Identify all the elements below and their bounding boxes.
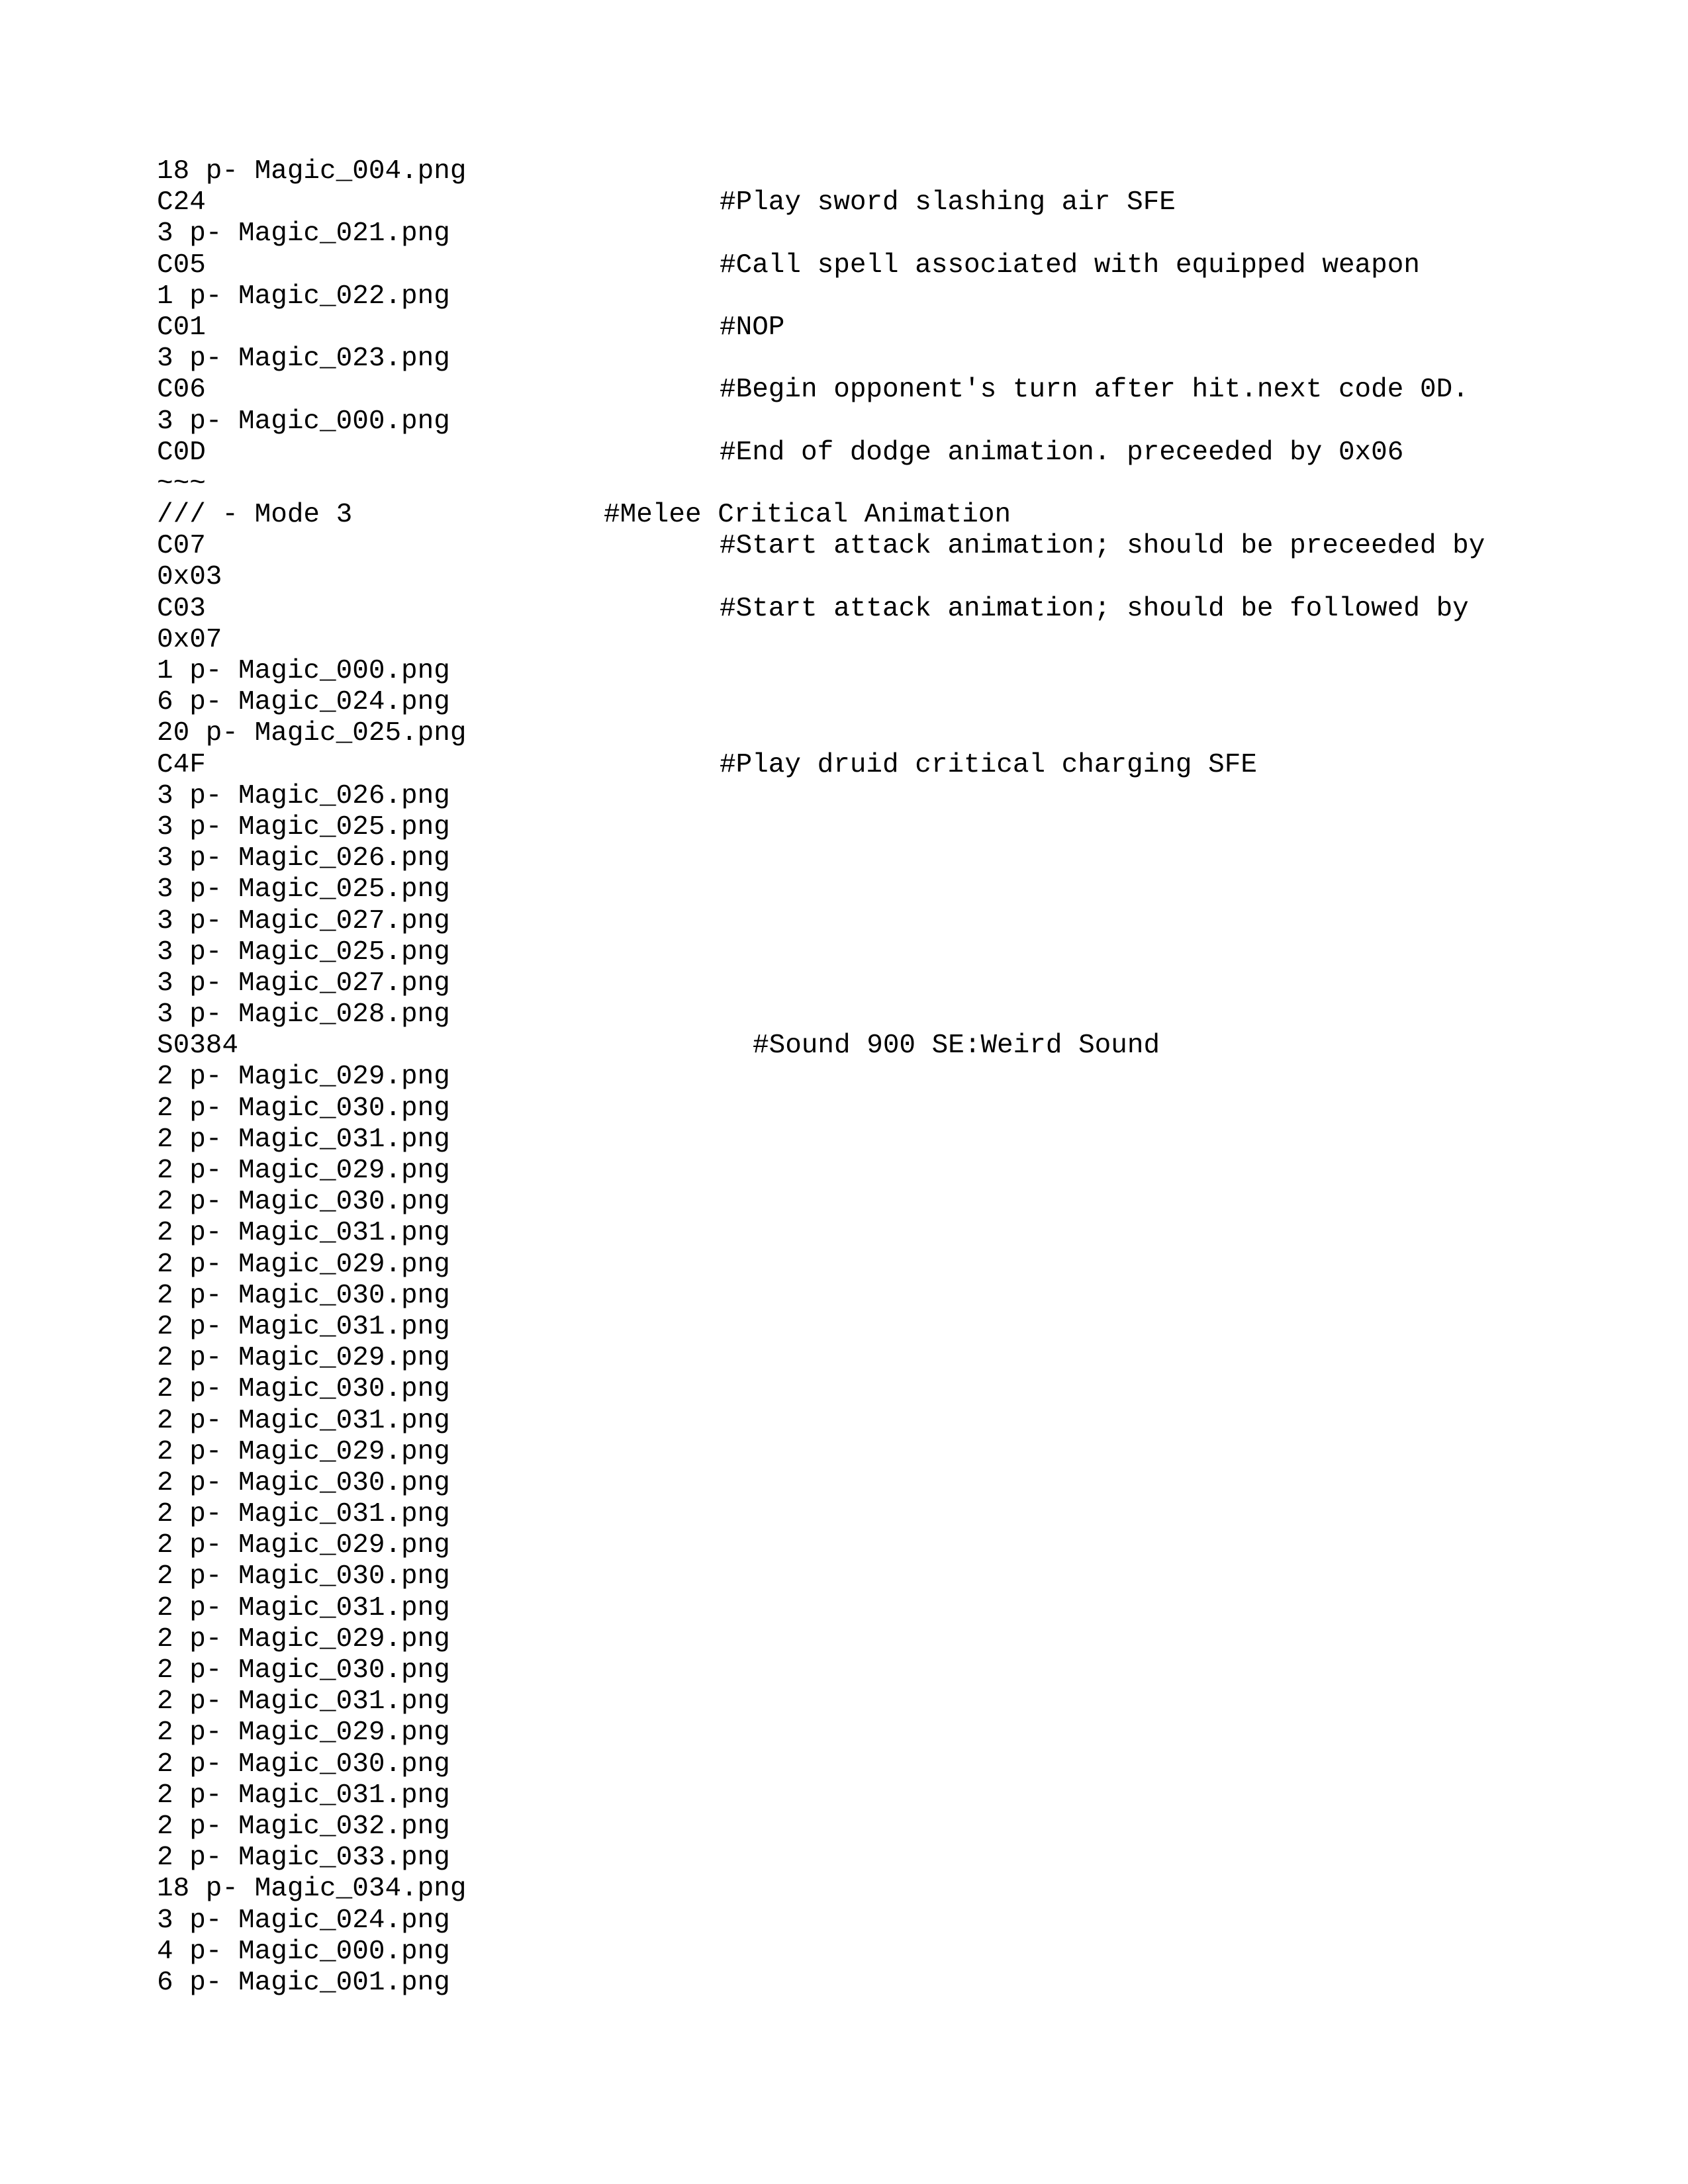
script-line — [157, 718, 1547, 749]
line-code: 2 p- Magic_029.png — [157, 1249, 450, 1280]
line-code: 2 p- Magic_031.png — [157, 1405, 450, 1436]
line-code: 2 p- Magic_032.png — [157, 1811, 450, 1842]
line-comment: #Begin opponent's turn after hit.next code 0D. — [720, 375, 1469, 406]
script-line — [157, 1499, 1547, 1530]
script-line — [157, 843, 1547, 874]
script-line — [157, 999, 1547, 1030]
line-code: 2 p- Magic_031.png — [157, 1499, 450, 1530]
line-code: 2 p- Magic_031.png — [157, 1124, 450, 1155]
line-code: 2 p- Magic_029.png — [157, 1343, 450, 1374]
line-code: S0384 — [157, 1030, 239, 1062]
line-comment: #NOP — [720, 312, 785, 343]
script-line — [157, 1437, 1547, 1468]
script-line — [157, 1406, 1547, 1437]
script-line — [157, 1093, 1547, 1124]
script-line — [157, 1218, 1547, 1249]
line-code: 2 p- Magic_030.png — [157, 1374, 450, 1405]
script-line — [157, 1281, 1547, 1312]
script-line — [157, 375, 1547, 406]
script-line — [157, 656, 1547, 687]
line-code: 18 p- Magic_034.png — [157, 1874, 467, 1905]
script-line — [157, 1561, 1547, 1592]
line-code: C24 — [157, 187, 206, 218]
script-line — [157, 1968, 1547, 1999]
line-code: 3 p- Magic_025.png — [157, 936, 450, 968]
line-code: C03 — [157, 593, 206, 624]
line-code: 2 p- Magic_030.png — [157, 1467, 450, 1498]
line-code: 2 p- Magic_030.png — [157, 1749, 450, 1780]
script-line — [157, 531, 1547, 562]
script-line — [157, 1749, 1547, 1780]
line-code: /// - Mode 3 — [157, 500, 353, 531]
script-line — [157, 1874, 1547, 1905]
line-code: C07 — [157, 531, 206, 562]
script-line — [157, 1936, 1547, 1968]
script-line — [157, 343, 1547, 375]
script-line — [157, 1030, 1547, 1062]
line-code: ~~~ — [157, 468, 206, 499]
line-comment: #Play sword slashing air SFE — [720, 187, 1176, 218]
line-code: 0x03 — [157, 562, 222, 593]
line-code: 2 p- Magic_029.png — [157, 1156, 450, 1186]
script-line — [157, 1717, 1547, 1749]
script-line — [157, 500, 1547, 531]
line-code: 2 p- Magic_030.png — [157, 1655, 450, 1686]
script-line — [157, 250, 1547, 281]
line-code: 2 p- Magic_031.png — [157, 1218, 450, 1249]
line-code: 1 p- Magic_022.png — [157, 281, 450, 312]
line-code: 2 p- Magic_029.png — [157, 1436, 450, 1467]
script-line — [157, 750, 1547, 781]
line-code: C01 — [157, 312, 206, 343]
line-code: 3 p- Magic_027.png — [157, 968, 450, 999]
line-code: 1 p- Magic_000.png — [157, 656, 450, 686]
script-line — [157, 781, 1547, 812]
line-code: 3 p- Magic_023.png — [157, 343, 450, 375]
script-line — [157, 1062, 1547, 1093]
line-code: 3 p- Magic_024.png — [157, 1905, 450, 1936]
script-line — [157, 1780, 1547, 1811]
script-line — [157, 1250, 1547, 1281]
line-code: 2 p- Magic_031.png — [157, 1592, 450, 1623]
line-code: 2 p- Magic_030.png — [157, 1280, 450, 1311]
line-code: 6 p- Magic_024.png — [157, 687, 450, 718]
line-code: 3 p- Magic_026.png — [157, 843, 450, 874]
line-code: 2 p- Magic_031.png — [157, 1311, 450, 1342]
line-code: 3 p- Magic_000.png — [157, 406, 450, 437]
script-line — [157, 874, 1547, 905]
script-line — [157, 1374, 1547, 1405]
script-line — [157, 1468, 1547, 1499]
line-code: 20 p- Magic_025.png — [157, 718, 467, 749]
script-line — [157, 1655, 1547, 1686]
script-line — [157, 594, 1547, 625]
line-code: 6 p- Magic_001.png — [157, 1967, 450, 1998]
line-code: 2 p- Magic_029.png — [157, 1717, 450, 1749]
line-code: C06 — [157, 375, 206, 406]
script-line — [157, 437, 1547, 469]
line-comment: #Play druid critical charging SFE — [720, 749, 1257, 780]
script-line — [157, 1156, 1547, 1187]
script-line — [157, 1187, 1547, 1218]
script-line — [157, 1343, 1547, 1374]
line-comment: #Start attack animation; should be followed by — [720, 593, 1469, 624]
line-comment: #Sound 900 SE:Weird Sound — [753, 1030, 1160, 1062]
script-line — [157, 968, 1547, 999]
line-code: 3 p- Magic_028.png — [157, 999, 450, 1030]
script-line — [157, 1593, 1547, 1624]
line-code: 2 p- Magic_030.png — [157, 1187, 450, 1218]
line-code: 3 p- Magic_025.png — [157, 874, 450, 905]
script-line — [157, 687, 1547, 718]
line-code: 2 p- Magic_029.png — [157, 1530, 450, 1561]
script-line — [157, 406, 1547, 437]
line-code: 3 p- Magic_027.png — [157, 905, 450, 936]
line-code: 2 p- Magic_029.png — [157, 1623, 450, 1655]
script-line — [157, 1530, 1547, 1561]
line-code: 3 p- Magic_025.png — [157, 811, 450, 842]
script-line — [157, 1624, 1547, 1655]
line-code: C05 — [157, 250, 206, 281]
line-code: 0x07 — [157, 624, 222, 655]
line-comment: #Start attack animation; should be preceeded by — [720, 531, 1485, 562]
script-line — [157, 1843, 1547, 1874]
script-line — [157, 1811, 1547, 1843]
script-line — [157, 469, 1547, 500]
line-code: C4F — [157, 749, 206, 780]
script-line — [157, 562, 1547, 593]
script-line — [157, 312, 1547, 343]
line-code: 2 p- Magic_029.png — [157, 1062, 450, 1093]
script-line — [157, 281, 1547, 312]
script-line — [157, 218, 1547, 250]
line-code: 3 p- Magic_026.png — [157, 780, 450, 811]
line-code: 2 p- Magic_033.png — [157, 1843, 450, 1874]
line-code: 4 p- Magic_000.png — [157, 1936, 450, 1967]
line-comment: #End of dodge animation. preceeded by 0x06 — [720, 437, 1404, 468]
line-comment: #Melee Critical Animation — [604, 500, 1011, 531]
script-line — [157, 906, 1547, 937]
script-line — [157, 812, 1547, 843]
script-line — [157, 156, 1547, 187]
line-code: 2 p- Magic_031.png — [157, 1780, 450, 1811]
script-line — [157, 937, 1547, 968]
script-line — [157, 1905, 1547, 1936]
script-line — [157, 1312, 1547, 1343]
line-comment: #Call spell associated with equipped weapon — [720, 250, 1420, 281]
line-code: 2 p- Magic_030.png — [157, 1561, 450, 1592]
line-code: 3 p- Magic_021.png — [157, 218, 450, 250]
line-code: 2 p- Magic_030.png — [157, 1093, 450, 1124]
script-line — [157, 1124, 1547, 1156]
line-code: C0D — [157, 437, 206, 468]
script-line — [157, 187, 1547, 218]
script-line — [157, 625, 1547, 656]
line-code: 2 p- Magic_031.png — [157, 1686, 450, 1717]
script-listing — [157, 156, 1547, 1999]
line-code: 18 p- Magic_004.png — [157, 156, 467, 187]
script-line — [157, 1686, 1547, 1717]
